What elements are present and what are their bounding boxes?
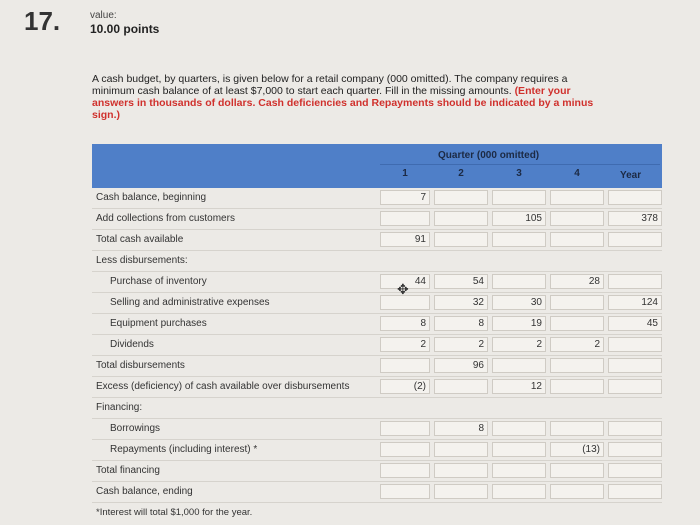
amount-input[interactable] [608, 442, 662, 457]
move-cursor-icon: ✥ [397, 281, 409, 297]
amount-input[interactable] [550, 232, 604, 247]
amount-input[interactable]: 7 [380, 190, 430, 205]
amount-input[interactable]: 378 [608, 211, 662, 226]
amount-input[interactable] [434, 484, 488, 499]
amount-input[interactable]: 30 [492, 295, 546, 310]
row-label: Cash balance, ending [96, 486, 193, 497]
row-label: Total cash available [96, 234, 184, 245]
amount-input[interactable] [434, 232, 488, 247]
amount-input[interactable] [550, 421, 604, 436]
amount-input[interactable]: 2 [492, 337, 546, 352]
footnote: *Interest will total $1,000 for the year. [96, 507, 253, 518]
amount-input[interactable]: 45 [608, 316, 662, 331]
amount-input[interactable] [492, 274, 546, 289]
amount-input[interactable]: (2) [380, 379, 430, 394]
amount-input[interactable]: 2 [550, 337, 604, 352]
row-label: Borrowings [110, 423, 161, 434]
table-row [92, 335, 662, 356]
amount-input[interactable] [550, 211, 604, 226]
question-number: 17. [24, 6, 61, 36]
row-label: Repayments (including interest) * [110, 444, 258, 455]
amount-input[interactable] [434, 463, 488, 478]
amount-input[interactable] [608, 379, 662, 394]
amount-input[interactable] [608, 190, 662, 205]
table-row [92, 398, 662, 419]
amount-input[interactable] [550, 484, 604, 499]
table-row [92, 377, 662, 398]
table-row [92, 209, 662, 230]
amount-input[interactable] [434, 379, 488, 394]
amount-input[interactable] [608, 463, 662, 478]
amount-input[interactable]: 124 [608, 295, 662, 310]
prompt-instruction: (Enter your answers in thousands of dollars. Cash deficiencies and Repayments should be indicated by a minus sign.) [92, 85, 594, 121]
row-label: Less disbursements: [96, 255, 188, 266]
value-label: value: [90, 10, 117, 21]
amount-input[interactable] [608, 358, 662, 373]
amount-input[interactable]: 54 [434, 274, 488, 289]
table-row [92, 440, 662, 461]
amount-input[interactable]: (13) [550, 442, 604, 457]
amount-input[interactable]: 8 [434, 316, 488, 331]
amount-input[interactable] [550, 379, 604, 394]
amount-input[interactable] [492, 463, 546, 478]
table-row [92, 251, 662, 272]
amount-input[interactable] [492, 232, 546, 247]
amount-input[interactable] [434, 442, 488, 457]
amount-input[interactable] [380, 421, 430, 436]
points-value: 10.00 points [90, 22, 160, 36]
row-label: Cash balance, beginning [96, 192, 207, 203]
question-prompt [92, 73, 612, 121]
amount-input[interactable] [608, 274, 662, 289]
header-divider [380, 164, 660, 165]
row-label: Financing: [96, 402, 143, 413]
amount-input[interactable] [434, 190, 488, 205]
amount-input[interactable]: 91 [380, 232, 430, 247]
footnote-row [92, 503, 662, 523]
table-row [92, 314, 662, 335]
row-label: Purchase of inventory [110, 276, 207, 287]
table-row [92, 272, 662, 293]
amount-input[interactable] [550, 358, 604, 373]
amount-input[interactable]: 8 [380, 316, 430, 331]
amount-input[interactable]: 44 [380, 274, 430, 289]
table-row [92, 293, 662, 314]
row-label: Total financing [96, 465, 160, 476]
amount-input[interactable] [492, 484, 546, 499]
prompt-text: A cash budget, by quarters, is given below for a retail company (000 omitted). The company requires a minimum cash balance of at least $7,000 to start each quarter. Fill in the missing amounts. [92, 73, 568, 97]
amount-input[interactable]: 96 [434, 358, 488, 373]
amount-input[interactable] [550, 295, 604, 310]
row-label: Total disbursements [96, 360, 185, 371]
table-row [92, 188, 662, 209]
amount-input[interactable]: 12 [492, 379, 546, 394]
amount-input[interactable] [608, 337, 662, 352]
quarter-4-header: 4 [574, 168, 580, 179]
amount-input[interactable] [434, 211, 488, 226]
table-body [92, 188, 662, 523]
amount-input[interactable]: 105 [492, 211, 546, 226]
table-row [92, 482, 662, 503]
year-header: Year [620, 170, 642, 181]
amount-input[interactable] [492, 421, 546, 436]
amount-input[interactable]: 32 [434, 295, 488, 310]
amount-input[interactable] [608, 421, 662, 436]
amount-input[interactable]: 19 [492, 316, 546, 331]
table-row [92, 356, 662, 377]
amount-input[interactable] [380, 463, 430, 478]
amount-input[interactable]: 8 [434, 421, 488, 436]
table-header [92, 144, 662, 188]
amount-input[interactable] [608, 232, 662, 247]
amount-input[interactable] [608, 484, 662, 499]
table-row [92, 230, 662, 251]
amount-input[interactable] [550, 463, 604, 478]
row-label: Dividends [110, 339, 154, 350]
amount-input[interactable] [492, 190, 546, 205]
amount-input[interactable]: 2 [434, 337, 488, 352]
row-label: Selling and administrative expenses [110, 297, 270, 308]
table-row [92, 461, 662, 482]
quarter-3-header: 3 [516, 168, 522, 179]
amount-input[interactable]: 28 [550, 274, 604, 289]
amount-input[interactable] [380, 211, 430, 226]
amount-input[interactable] [550, 190, 604, 205]
table-row [92, 419, 662, 440]
amount-input[interactable] [550, 316, 604, 331]
amount-input[interactable] [380, 358, 430, 373]
row-label: Excess (deficiency) of cash available over disbursements [96, 381, 350, 392]
quarter-1-header: 1 [402, 168, 408, 179]
quarter-2-header: 2 [458, 168, 464, 179]
amount-input[interactable] [492, 358, 546, 373]
amount-input[interactable]: 2 [380, 337, 430, 352]
amount-input[interactable] [492, 442, 546, 457]
quarter-header-title: Quarter (000 omitted) [438, 150, 540, 161]
amount-input[interactable] [380, 484, 430, 499]
row-label: Equipment purchases [110, 318, 207, 329]
row-label: Add collections from customers [96, 213, 235, 224]
amount-input[interactable] [380, 442, 430, 457]
